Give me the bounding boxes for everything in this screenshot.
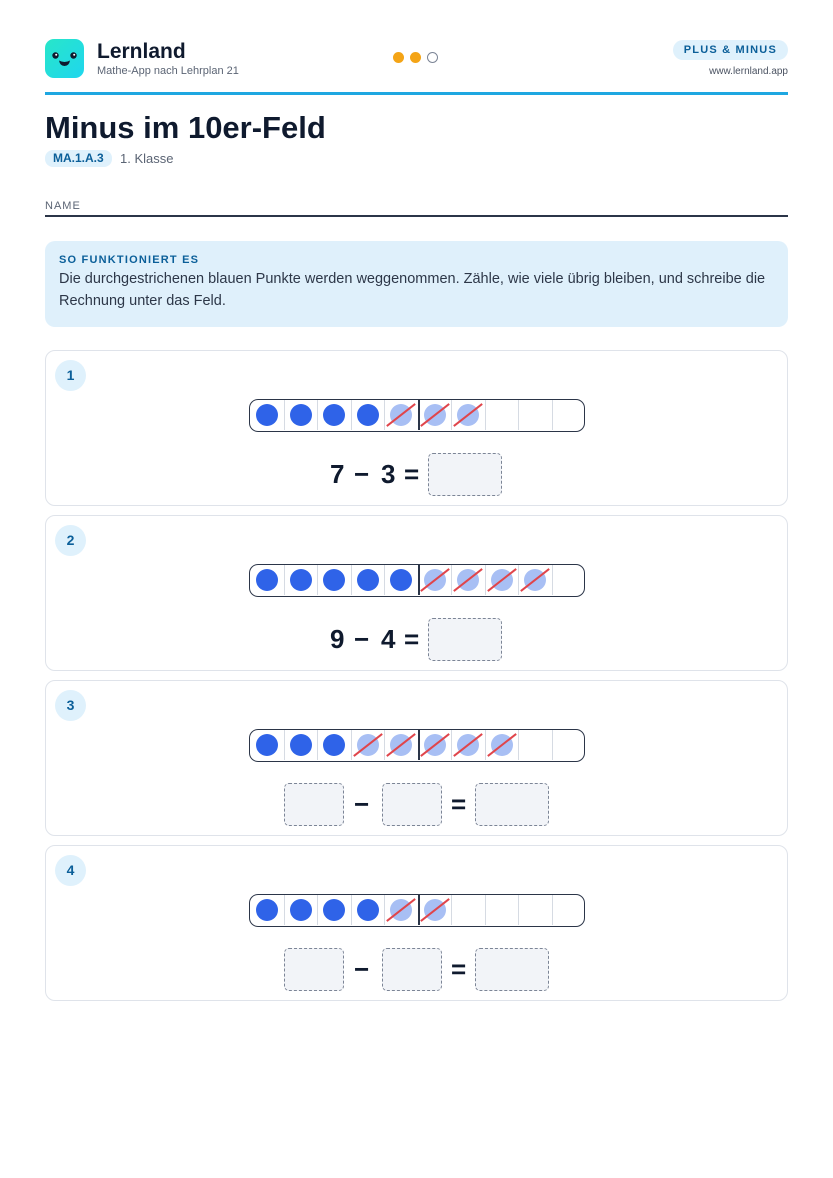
ten-frame-cell bbox=[485, 400, 519, 430]
ten-frame-cell bbox=[250, 565, 284, 595]
task-card bbox=[45, 680, 788, 836]
curriculum-code-badge: MA.1.A.3 bbox=[45, 150, 112, 167]
ten-frame-cell bbox=[284, 565, 318, 595]
ten-frame-cell bbox=[351, 565, 385, 595]
equals-sign: = bbox=[451, 789, 467, 819]
answer-box[interactable] bbox=[475, 948, 549, 991]
subtrahend-input-box[interactable] bbox=[382, 783, 442, 826]
name-field-line[interactable] bbox=[45, 215, 788, 217]
counter-dot bbox=[290, 899, 312, 921]
ten-frame-cell bbox=[518, 730, 552, 760]
ten-frame-cell bbox=[451, 895, 485, 925]
page-header bbox=[45, 38, 788, 95]
task-card bbox=[45, 845, 788, 1001]
counter-dot bbox=[323, 899, 345, 921]
counter-dot bbox=[323, 734, 345, 756]
counter-dot bbox=[290, 734, 312, 756]
minuend: 7 bbox=[330, 459, 345, 489]
ten-frame-cell bbox=[384, 895, 418, 925]
progress-dots bbox=[393, 52, 444, 70]
counter-dot bbox=[256, 899, 278, 921]
minuend: 9 bbox=[330, 624, 345, 654]
ten-frame-cell bbox=[418, 730, 452, 760]
minus-sign: − bbox=[354, 789, 370, 819]
task-card bbox=[45, 350, 788, 506]
counter-dot bbox=[290, 404, 312, 426]
ten-frame bbox=[249, 894, 585, 927]
counter-dot bbox=[290, 569, 312, 591]
ten-frame-cell bbox=[485, 895, 519, 925]
instructions-box bbox=[45, 241, 788, 327]
progress-dot-empty bbox=[427, 52, 438, 63]
counter-dot bbox=[256, 404, 278, 426]
counter-dot bbox=[357, 569, 379, 591]
ten-frame-cell bbox=[317, 565, 351, 595]
ten-frame-cell bbox=[384, 730, 418, 760]
ten-frame-cell bbox=[451, 565, 485, 595]
answer-box[interactable] bbox=[428, 453, 502, 496]
minus-sign: − bbox=[354, 459, 370, 489]
ten-frame bbox=[249, 399, 585, 432]
equals-sign: = bbox=[451, 954, 467, 984]
lernland-logo bbox=[45, 39, 84, 78]
instructions-text: Die durchgestrichenen blauen Punkte werden weggenommen. Zähle, wie viele übrig bleiben, und schreibe die Rechnung unter das Feld. bbox=[59, 271, 766, 309]
ten-frame-cell bbox=[384, 400, 418, 430]
minus-sign: − bbox=[354, 624, 370, 654]
ten-frame-cell bbox=[418, 895, 452, 925]
instructions-title: SO FUNKTIONIERT ES bbox=[59, 254, 200, 266]
ten-frame-cell bbox=[284, 400, 318, 430]
ten-frame-cell bbox=[485, 565, 519, 595]
minuend-input-box[interactable] bbox=[284, 948, 344, 991]
task-number: 1 bbox=[55, 360, 86, 391]
ten-frame-cell bbox=[518, 895, 552, 925]
progress-dot-filled bbox=[410, 52, 421, 63]
counter-dot bbox=[323, 404, 345, 426]
minuend-input-box[interactable] bbox=[284, 783, 344, 826]
ten-frame-cell bbox=[250, 400, 284, 430]
ten-frame-cell bbox=[451, 730, 485, 760]
ten-frame-cell bbox=[384, 565, 418, 595]
ten-frame-cell bbox=[518, 400, 552, 430]
topic-badge: PLUS & MINUS bbox=[673, 40, 788, 60]
ten-frame-cell bbox=[351, 730, 385, 760]
page-title: Minus im 10er-Feld bbox=[45, 110, 326, 145]
app-subtitle: Mathe-App nach Lehrplan 21 bbox=[97, 65, 239, 77]
ten-frame-cell bbox=[351, 400, 385, 430]
ten-frame-cell bbox=[351, 895, 385, 925]
counter-dot bbox=[256, 734, 278, 756]
ten-frame-cell bbox=[518, 565, 552, 595]
ten-frame-cell bbox=[284, 730, 318, 760]
ten-frame-cell bbox=[250, 895, 284, 925]
name-label: NAME bbox=[45, 200, 81, 212]
ten-frame-cell bbox=[485, 730, 519, 760]
subtrahend: 3 bbox=[381, 459, 396, 489]
ten-frame-cell bbox=[317, 730, 351, 760]
task-number: 4 bbox=[55, 855, 86, 886]
task-card bbox=[45, 515, 788, 671]
counter-dot bbox=[357, 899, 379, 921]
subtrahend: 4 bbox=[381, 624, 396, 654]
ten-frame-cell bbox=[418, 400, 452, 430]
ten-frame-cell bbox=[284, 895, 318, 925]
ten-frame bbox=[249, 564, 585, 597]
progress-dot-filled bbox=[393, 52, 404, 63]
ten-frame-cell bbox=[451, 400, 485, 430]
ten-frame-cell bbox=[317, 400, 351, 430]
counter-dot bbox=[323, 569, 345, 591]
ten-frame-cell bbox=[317, 895, 351, 925]
ten-frame-cell bbox=[552, 895, 586, 925]
task-number: 3 bbox=[55, 690, 86, 721]
equals-sign: = bbox=[404, 624, 420, 654]
subtrahend-input-box[interactable] bbox=[382, 948, 442, 991]
counter-dot bbox=[357, 404, 379, 426]
counter-dot bbox=[256, 569, 278, 591]
minus-sign: − bbox=[354, 954, 370, 984]
website-url: www.lernland.app bbox=[709, 66, 788, 77]
answer-box[interactable] bbox=[428, 618, 502, 661]
task-number: 2 bbox=[55, 525, 86, 556]
grade-label: 1. Klasse bbox=[120, 151, 174, 166]
app-name: Lernland bbox=[97, 40, 186, 63]
ten-frame-cell bbox=[552, 400, 586, 430]
ten-frame bbox=[249, 729, 585, 762]
equals-sign: = bbox=[404, 459, 420, 489]
ten-frame-cell bbox=[552, 730, 586, 760]
answer-box[interactable] bbox=[475, 783, 549, 826]
ten-frame-cell bbox=[552, 565, 586, 595]
counter-dot bbox=[390, 569, 412, 591]
ten-frame-cell bbox=[250, 730, 284, 760]
smiley-face-icon bbox=[45, 39, 84, 78]
ten-frame-cell bbox=[418, 565, 452, 595]
